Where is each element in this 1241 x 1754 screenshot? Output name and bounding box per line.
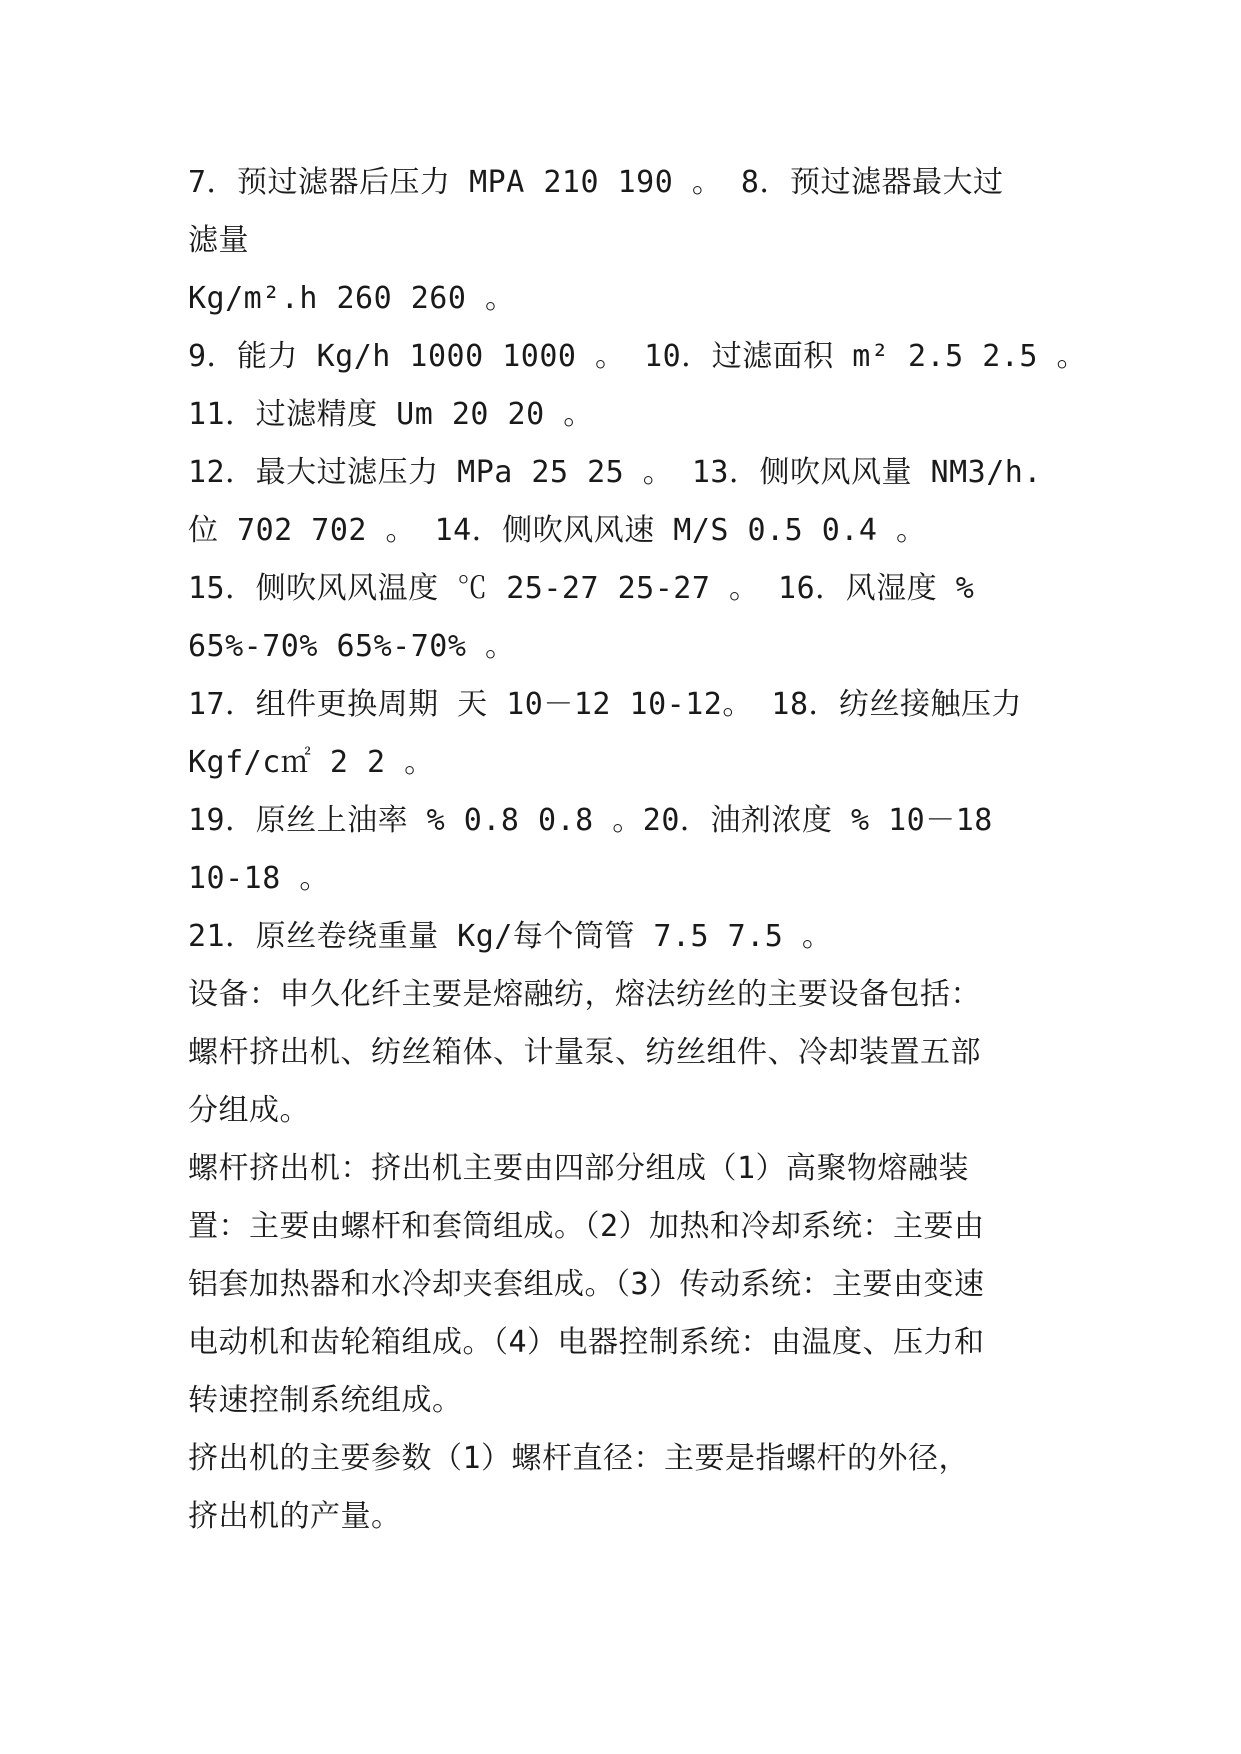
text-line: 分组成。 bbox=[188, 1093, 310, 1128]
text-line: 转速控制系统组成。 bbox=[188, 1383, 463, 1418]
text-line: 铝套加热器和水冷却夹套组成。（3）传动系统：主要由变速 bbox=[188, 1267, 985, 1302]
text-line: Kg/m².h 260 260 。 bbox=[188, 281, 516, 316]
text-line: 设备：申久化纤主要是熔融纺，熔法纺丝的主要设备包括： bbox=[188, 977, 981, 1012]
text-line: 9．能力 Kg/h 1000 1000 。 10．过滤面积 m² 2.5 2.5 。 bbox=[188, 339, 1087, 374]
text-line: 电动机和齿轮箱组成。（4）电器控制系统：由温度、压力和 bbox=[188, 1325, 985, 1360]
text-line: 11．过滤精度 Um 20 20 。 bbox=[188, 397, 594, 432]
text-line: Kgf/c㎡ 2 2 。 bbox=[188, 745, 435, 780]
text-line: 65%-70% 65%-70% 。 bbox=[188, 629, 516, 664]
text-line: 螺杆挤出机：挤出机主要由四部分组成（1）高聚物熔融装 bbox=[188, 1151, 970, 1186]
text-line: 21．原丝卷绕重量 Kg/每个筒管 7.5 7.5 。 bbox=[188, 919, 833, 954]
text-line: 螺杆挤出机、纺丝箱体、计量泵、纺丝组件、冷却装置五部 bbox=[188, 1035, 981, 1070]
text-line: 12．最大过滤压力 MPa 25 25 。 13．侧吹风风量 NM3/h. bbox=[188, 455, 1042, 490]
document-body bbox=[188, 154, 1088, 1546]
text-line: 位 702 702 。 14．侧吹风风速 M/S 0.5 0.4 。 bbox=[188, 513, 927, 548]
text-line: 挤出机的产量。 bbox=[188, 1499, 402, 1534]
text-line: 10-18 。 bbox=[188, 861, 330, 896]
text-line: 挤出机的主要参数（1）螺杆直径：主要是指螺杆的外径， bbox=[188, 1441, 970, 1476]
text-line: 15．侧吹风风温度 ℃ 25-27 25-27 。 16．风湿度 % bbox=[188, 571, 975, 606]
text-line: 17．组件更换周期 天 10－12 10-12。 18．纺丝接触压力 bbox=[188, 687, 1023, 722]
text-line: 7．预过滤器后压力 MPA 210 190 。 8．预过滤器最大过 bbox=[188, 165, 1004, 200]
text-line: 滤量 bbox=[188, 223, 249, 258]
text-line: 置：主要由螺杆和套筒组成。（2）加热和冷却系统：主要由 bbox=[188, 1209, 985, 1244]
text-line: 19．原丝上油率 % 0.8 0.8 。20．油剂浓度 % 10－18 bbox=[188, 803, 993, 838]
